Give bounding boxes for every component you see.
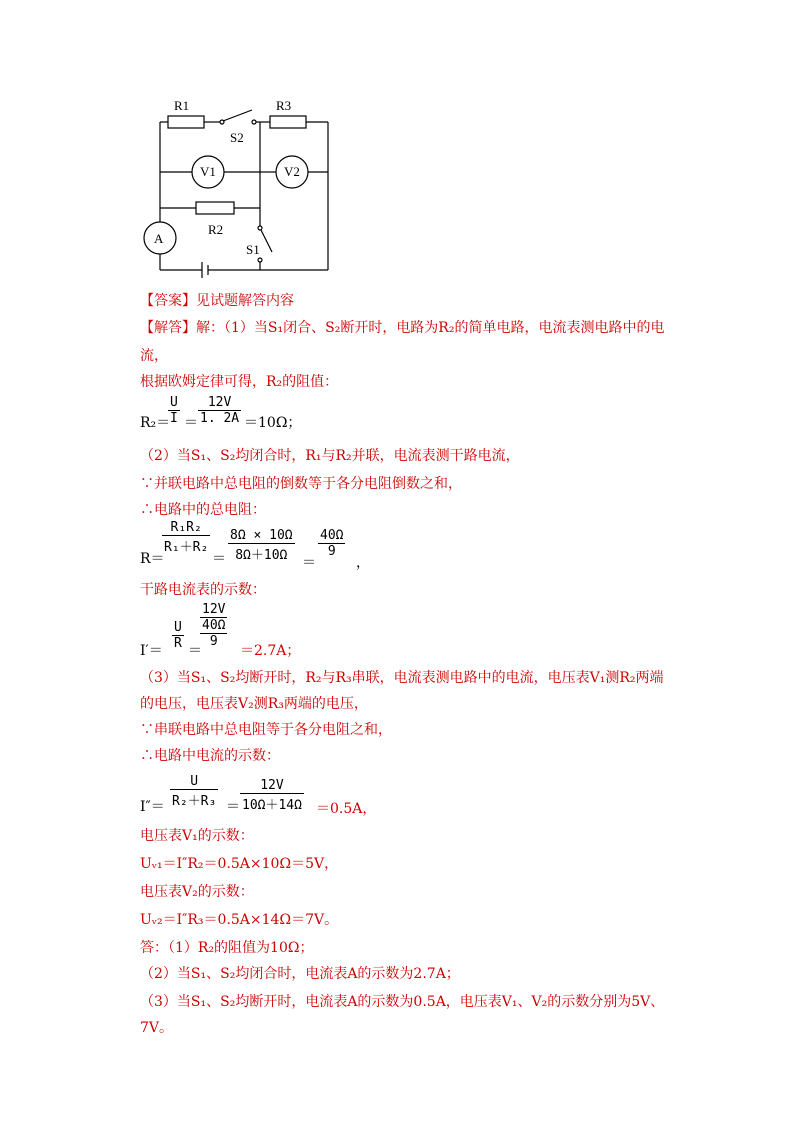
eq2-frac1 [162, 520, 210, 555]
v2-label: V2 [284, 164, 300, 179]
solution-line-2: 流， [140, 348, 168, 364]
eq1-frac2-den: 1. 2A [200, 411, 240, 426]
eq1-rhs: ＝10Ω； [244, 415, 302, 431]
eq4-mid: ＝ [226, 799, 240, 815]
eq2-rhs: ， [356, 555, 370, 571]
r3-label: R3 [276, 98, 292, 113]
eq3-mid: ＝ [188, 643, 202, 659]
eq4-frac2 [240, 778, 304, 813]
eq2-mid2: ＝ [302, 555, 316, 571]
eq1-frac2 [198, 395, 241, 426]
eq3-inner-num: 40Ω [202, 618, 226, 633]
eq4-lhs: I″＝ [140, 799, 165, 815]
eq2-lhs: R＝ [140, 551, 165, 567]
solution-line-18: （3）当S₁、S₂均断开时，电流表A的示数为0.5A，电压表V₁、V₂的示数分别为5V、 [140, 994, 665, 1010]
solution-line-14: 电压表V₂的示数： [140, 884, 254, 900]
eq3-rhs: ＝2.7A； [240, 643, 301, 659]
solution-line-1: 【解答】解：（1）当S₁闭合、S₂断开时，电路为R₂的简单电路，电流表测电路中的电 [140, 320, 665, 336]
eq1-mid: ＝ [184, 415, 198, 431]
eq4-frac1-den: R₂＋R₃ [172, 794, 217, 809]
solution-line-19: 7V。 [140, 1020, 174, 1036]
solution-line-4: （2）当S₁、S₂均闭合时，R₁与R₂并联，电流表测干路电流， [140, 448, 520, 464]
eq1-frac1-num: U [170, 395, 178, 410]
eq3-lhs: I′＝ [140, 643, 163, 659]
eq2-frac2 [228, 528, 295, 563]
answer-tag: 【答案】见试题解答内容 [140, 293, 294, 309]
eq3-frac1-den: R [174, 636, 182, 651]
v1-label: V1 [200, 164, 216, 179]
eq2-frac3 [318, 528, 345, 559]
s2-label: S2 [230, 130, 244, 145]
solution-line-5: ∵并联电路中总电阻的倒数等于各分电阻倒数之和， [140, 476, 462, 492]
solution-line-11: ∴电路中电流的示数： [140, 748, 280, 764]
solution-line-13: Uᵥ₁＝I″R₂＝0.5A×10Ω＝5V， [140, 856, 339, 872]
eq3-frac1-num: U [174, 620, 182, 635]
solution-line-12: 电压表V₁的示数： [140, 828, 254, 844]
circuit-diagram [140, 92, 350, 282]
eq3-frac1 [172, 620, 184, 651]
eq4-frac1 [170, 774, 218, 809]
eq4-rhs: ＝0.5A， [316, 801, 377, 817]
solution-line-6: ∴电路中的总电阻： [140, 502, 266, 518]
eq1-frac1-den: I [170, 411, 178, 426]
solution-line-17: （2）当S₁、S₂均闭合时，电流表A的示数为2.7A； [140, 966, 460, 982]
eq2-frac2-den: 8Ω＋10Ω [235, 548, 288, 563]
eq2-frac1-num: R₁R₂ [162, 520, 210, 536]
eq3-top-num: 12V [202, 602, 226, 617]
eq1-frac2-num: 12V [198, 395, 241, 411]
eq2-frac1-den: R₁＋R₂ [164, 540, 209, 555]
solution-line-16: 答：（1）R₂的阻值为10Ω； [140, 940, 314, 956]
eq4-frac1-num: U [170, 774, 218, 790]
eq2-mid: ＝ [212, 551, 226, 567]
eq2-frac3-den: 9 [327, 544, 336, 559]
r2-label: R2 [208, 222, 224, 237]
eq2-frac2-num: 8Ω × 10Ω [230, 528, 293, 543]
eq4-frac2-num: 12V [240, 778, 304, 794]
eq2-frac3-num: 40Ω [320, 528, 344, 543]
solution-line-10: ∵串联电路中总电阻等于各分电阻之和， [140, 722, 392, 738]
solution-line-8: （3）当S₁、S₂均断开时，R₂与R₃串联，电流表测电路中的电流，电压表V₁测R₂两端 [140, 670, 664, 686]
solution-line-3: 根据欧姆定律可得，R₂的阻值： [140, 374, 339, 390]
ammeter-label: A [154, 231, 164, 246]
solution-line-9: 的电压，电压表V₂测R₃两端的电压， [140, 696, 368, 712]
eq3-complex-frac [200, 602, 227, 649]
s1-label: S1 [246, 242, 260, 257]
solution-line-15: Uᵥ₂＝I″R₃＝0.5A×14Ω＝7V。 [140, 912, 339, 928]
solution-line-7: 干路电流表的示数： [140, 582, 266, 598]
eq1-lhs: R₂＝ [140, 415, 171, 431]
eq3-inner-den: 9 [209, 634, 218, 649]
eq1-frac1 [168, 395, 180, 426]
eq4-frac2-den: 10Ω＋14Ω [242, 798, 302, 813]
r1-label: R1 [174, 98, 190, 113]
